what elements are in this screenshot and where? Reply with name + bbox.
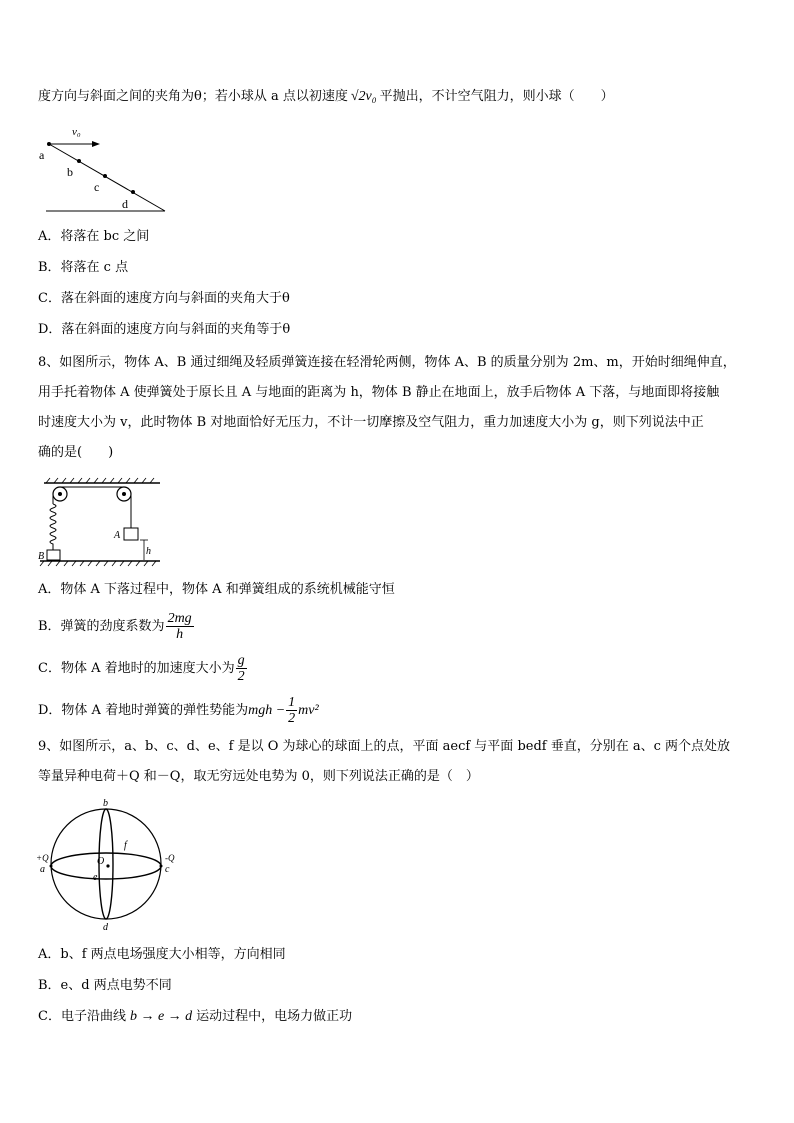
- label-f: f: [124, 840, 127, 851]
- label-minus-Q: -Q: [165, 853, 175, 863]
- center-O: [106, 864, 109, 867]
- label-plus-Q: +Q: [36, 853, 49, 863]
- q8-option-d-expr-a: mgh −: [248, 703, 286, 718]
- q7-stem-a: 度方向与斜面之间的夹角为θ；若小球从 a 点以初速度: [38, 89, 348, 104]
- label-B: B: [38, 551, 45, 562]
- q8-option-b-text: B．弹簧的劲度系数为: [38, 619, 165, 634]
- q7-option-b: B．将落在 c 点: [38, 260, 129, 275]
- point-a-dot: [50, 865, 53, 868]
- q8-pulley-figure: [36, 476, 164, 568]
- q7-incline-figure: [36, 124, 170, 216]
- q8-option-a: A．物体 A 下落过程中，物体 A 和弹簧组成的系统机械能守恒: [38, 582, 395, 597]
- q7-option-c: C．落在斜面的速度方向与斜面的夹角大于θ: [38, 291, 290, 306]
- q9-option-b: B．e、d 两点电势不同: [38, 978, 172, 993]
- q9-option-a: A．b、f 两点电场强度大小相等，方向相同: [38, 947, 286, 962]
- q7-stem-b: 平抛出，不计空气阻力，则小球（ ）: [379, 89, 614, 104]
- q7-option-a: A．将落在 bc 之间: [38, 229, 150, 244]
- q8-option-c: [38, 652, 248, 686]
- label-b: b: [103, 798, 108, 809]
- q8-stem-line-3: 时速度大小为 v，此时物体 B 对地面恰好无压力，不计一切摩擦及空气阻力，重力加速度大小为 g，则下列说法中正: [38, 415, 704, 430]
- fraction-numerator: 2mg: [167, 611, 192, 626]
- fraction-numerator: g: [237, 653, 245, 668]
- label-c: c: [94, 180, 100, 194]
- q8-option-d: [38, 694, 319, 728]
- fraction-denominator: 2: [288, 711, 296, 726]
- q8-option-d-fraction: [286, 695, 297, 726]
- label-A: A: [114, 530, 121, 541]
- velocity-arrowhead: [92, 141, 100, 147]
- q7-option-d: D．落在斜面的速度方向与斜面的夹角等于θ: [38, 322, 291, 337]
- label-a: a: [40, 864, 45, 875]
- point-b: [77, 159, 81, 163]
- block-b: [47, 550, 60, 560]
- point-a: [47, 142, 51, 146]
- label-v0: v₀: [72, 126, 81, 138]
- q8-option-d-expr-b: mv²: [298, 703, 319, 718]
- q8-stem-line-4: 确的是( ): [38, 445, 114, 460]
- sphere-outline: [51, 809, 161, 919]
- label-d: d: [103, 922, 108, 932]
- q7-initial-speed: √2v₀: [350, 89, 377, 104]
- q8-stem-line-2: 用手托着物体 A 使弹簧处于原长且 A 与地面的距离为 h，物体 B 静止在地面上，放手后物体 A 下落，与地面即将接触: [38, 385, 720, 400]
- q9-sphere-figure: [34, 796, 184, 932]
- q7-stem: [38, 88, 614, 106]
- fraction-denominator: h: [176, 627, 184, 642]
- label-e: e: [93, 872, 98, 883]
- q9-option-c-path: b → e → d: [129, 1009, 193, 1024]
- equator-ellipse: [51, 853, 161, 879]
- q8-option-c-text: C．物体 A 着地时的加速度大小为: [38, 661, 235, 676]
- spring: [50, 504, 56, 550]
- q8-option-b-fraction: [166, 611, 194, 642]
- q9-option-c: [38, 1008, 352, 1026]
- block-a: [124, 528, 138, 540]
- q8-stem-line-1: 8、如图所示，物体 A、B 通过细绳及轻质弹簧连接在轻滑轮两侧，物体 A、B 的质量分别为 2m、m，开始时细绳伸直，: [38, 355, 736, 370]
- fraction-numerator: 1: [288, 695, 296, 710]
- q8-option-b: [38, 610, 195, 644]
- q8-option-d-text: D．物体 A 着地时弹簧的弹性势能为: [38, 703, 249, 718]
- label-d: d: [122, 197, 128, 211]
- label-h: h: [146, 546, 151, 557]
- q9-option-c-suffix: 运动过程中，电场力做正功: [196, 1009, 353, 1024]
- label-O: O: [97, 856, 105, 867]
- q8-option-c-fraction: [236, 653, 247, 684]
- label-a: a: [39, 148, 45, 162]
- q9-stem-line-1: 9、如图所示，a、b、c、d、e、f 是以 O 为球心的球面上的点，平面 aecf 与平面 bedf 垂直，分别在 a、c 两个点处放: [38, 739, 731, 754]
- fraction-denominator: 2: [237, 669, 245, 684]
- point-c: [103, 174, 107, 178]
- point-c-dot: [160, 865, 163, 868]
- q9-stem-line-2: 等量异种电荷＋Q 和－Q，取无穷远处电势为 0，则下列说法正确的是（ ）: [38, 769, 479, 784]
- q9-option-c-text: C．电子沿曲线: [38, 1009, 126, 1024]
- label-c: c: [165, 864, 170, 875]
- point-d: [131, 190, 135, 194]
- label-b: b: [67, 165, 73, 179]
